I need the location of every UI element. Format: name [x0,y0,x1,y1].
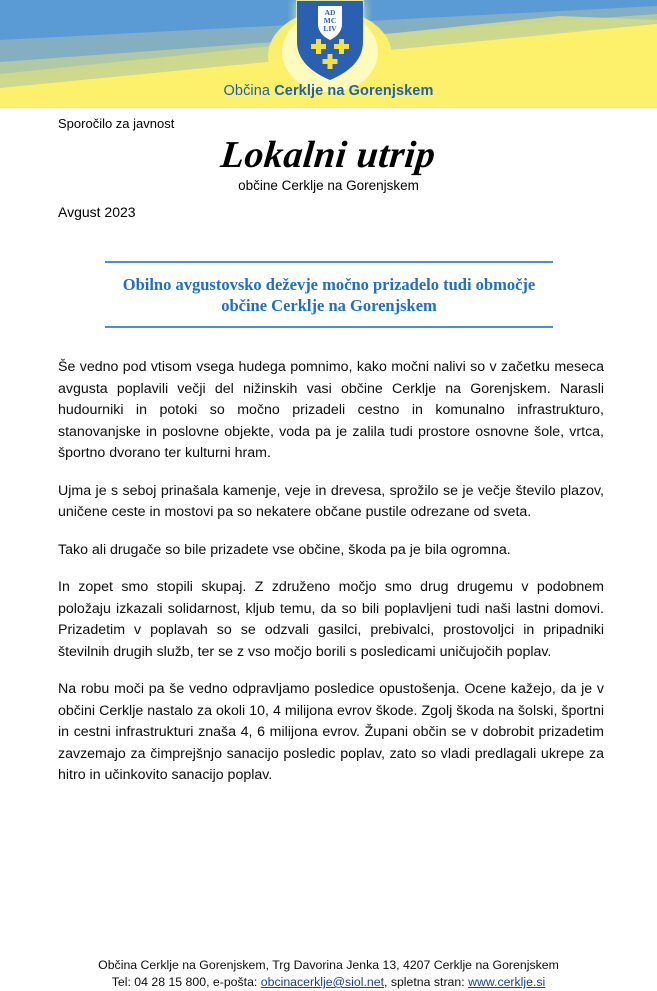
footer-contact-line [0,974,657,991]
banner-title-place: Cerklje na Gorenjskem [274,83,434,99]
article-paragraph: Ujma je s seboj prinašala kamenje, veje in drevesa, sprožilo se je večje število plazov, uničene ceste in mostovi pa so nekatere občane pustile odrezane od sveta. [58,482,604,520]
newsletter-masthead [0,133,657,193]
issue-date: Avgust 2023 [58,204,136,220]
crest-motto-line-1: AD [324,8,336,17]
shield-icon [288,0,372,84]
coat-of-arms-crest [288,0,372,84]
footer-web-label: , spletna stran: [383,975,469,989]
press-release-kicker: Sporočilo za javnost [58,116,175,131]
masthead-title: Lokalni utrip [219,134,438,176]
banner-title-prefix: Občina [223,83,275,99]
crest-motto-line-2: MC [323,16,337,25]
article-paragraph: Na robu moči pa še vedno odpravljamo posledice opustošenja. Ocene kažejo, da je v občini Cerklje nastalo za okoli 10, 4 milijona evrov škode. Zgolj škoda na šolski, športni in cestni infrastrukturi znaša 4, 6 milijona evrov. Župani občin se v dobrobit prizadetim zavzemajo za čimprejšnjo sanacijo posledic poplav, zato so vladi predlagali ukrepe za hitro in učinkovito sanacijo poplav. [58,681,604,783]
banner-municipality-title [0,83,657,99]
masthead-subtitle: občine Cerklje na Gorenjskem [238,178,419,193]
article-body [58,357,604,787]
headline-rule-bottom [105,326,553,328]
article-paragraph: In zopet smo stopili skupaj. Z združeno močjo smo drug drugemu v podobnem položaju izkazali solidarnost, kljub temu, da so bili poplavljeni tudi naši lastni domovi. Prizadetim v poplavah so se odzvali gasilci, prebivalci, prostovoljci in pripadniki številnih drugih služb, ter se z vso močjo borili s posledicami uničujočih poplav. [58,579,604,660]
footer-website-link[interactable]: www.cerklje.si [468,975,546,989]
page-footer [0,957,657,991]
page-header-banner [0,0,657,108]
crest-motto-line-3: LIV [323,24,337,33]
article-paragraph: Tako ali drugače so bile prizadete vse občine, škoda pa je bila ogromna. [58,541,511,558]
article-headline-block [105,261,553,328]
footer-email-link[interactable]: obcinacerklje@siol.net [260,975,384,989]
article-paragraph: Še vedno pod vtisom vsega hudega pomnimo, kako močni nalivi so v začetku meseca avgusta poplavili večji del nižinskih vasi občine Cerklje na Gorenjskem. Narasli hudourniki in potoki so močno prizadeli cestno in komunalno infrastrukturo, stanovanjske in poslovne objekte, voda pa je zalila tudi prostore osnovne šole, vrtca, športno dvorano ter kulturni hram. [58,359,604,461]
footer-address-line: Občina Cerklje na Gorenjskem, Trg Davorina Jenka 13, 4207 Cerklje na Gorenjskem [98,958,559,972]
article-headline: Obilno avgustovsko deževje močno prizadelo tudi območje občine Cerklje na Gorenjskem [122,275,536,315]
footer-tel-label: Tel: 04 28 15 800, e-pošta: [111,975,261,989]
